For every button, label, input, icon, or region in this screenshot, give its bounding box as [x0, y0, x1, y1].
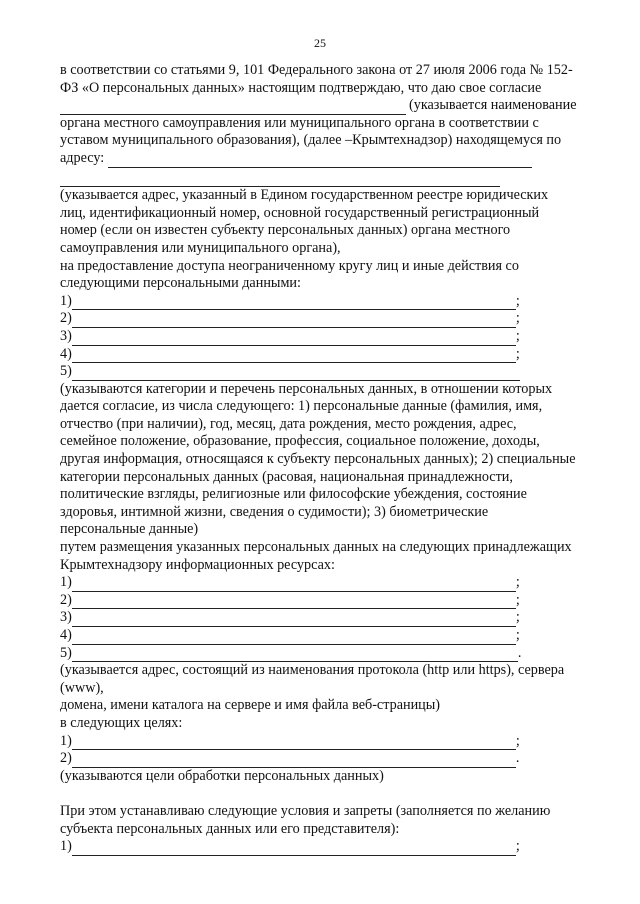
- personal-data-item: [60, 293, 608, 311]
- resource-blank[interactable]: [72, 595, 516, 609]
- address-note-3: номер (если он известен субъекту персональных данных) органа местного: [60, 222, 511, 239]
- item-number: 2): [60, 591, 72, 608]
- purpose-item: [60, 750, 608, 768]
- resource-blank[interactable]: [72, 613, 516, 627]
- resource-item: [60, 609, 608, 627]
- item-terminator: .: [515, 750, 520, 767]
- address-blank[interactable]: [108, 154, 532, 168]
- personal-data-blank[interactable]: [72, 314, 516, 328]
- categories-note-3: отчество (при наличии), год, месяц, дата рождения, место рождения, адрес,: [60, 415, 517, 432]
- item-number: 1): [60, 732, 72, 749]
- resource-note-3: домена, имени каталога на сервере и имя файла веб-страницы): [60, 697, 441, 714]
- condition-blank[interactable]: [72, 842, 516, 856]
- categories-note-7: политические взгляды, религиозные или философские убеждения, состояние: [60, 486, 527, 503]
- personal-data-item: [60, 310, 608, 328]
- item-terminator: ;: [515, 574, 520, 591]
- item-terminator: ;: [515, 838, 520, 855]
- purpose-blank[interactable]: [72, 736, 516, 750]
- item-terminator: ;: [515, 609, 520, 626]
- resource-note-1: (указывается адрес, состоящий из наименования протокола (http или https), сервера: [60, 662, 565, 679]
- address-row: [60, 150, 608, 168]
- org-line-2: уставом муниципального образования), (далее –Крымтехнадзор) находящемуся по: [60, 132, 562, 149]
- personal-data-blank[interactable]: [72, 332, 516, 346]
- categories-note-9: персональные данные): [60, 521, 199, 538]
- personal-data-item: [60, 328, 608, 346]
- item-terminator: ;: [515, 310, 520, 327]
- resource-blank[interactable]: [72, 578, 516, 592]
- spacer: [60, 785, 608, 803]
- address-note-4: самоуправления или муниципального органа),: [60, 239, 341, 256]
- categories-note-11: Крымтехнадзору информационных ресурсах:: [60, 556, 335, 573]
- page-number: 25: [314, 36, 326, 50]
- item-terminator: ;: [515, 732, 520, 749]
- address-second-row: [60, 175, 608, 187]
- resource-blank[interactable]: [72, 648, 518, 662]
- item-number: 4): [60, 345, 72, 362]
- item-number: 1): [60, 838, 72, 855]
- categories-note-8: здоровья, интимной жизни, сведения о судимости); 3) биометрические: [60, 503, 489, 520]
- categories-note-10: путем размещения указанных персональных данных на следующих принадлежащих: [60, 539, 572, 556]
- categories-note-4: семейное положение, образование, профессия, социальное положение, доходы,: [60, 433, 540, 450]
- item-number: 2): [60, 310, 72, 327]
- personal-data-blank[interactable]: [72, 349, 516, 363]
- conditions-line-1: При этом устанавливаю следующие условия и запреты (заполняется по желанию: [60, 802, 551, 819]
- item-number: 2): [60, 750, 72, 767]
- purpose-note: (указываются цели обработки персональных данных): [60, 767, 384, 784]
- item-number: 5): [60, 363, 72, 380]
- personal-data-item: [60, 346, 608, 364]
- org-name-row: [60, 97, 608, 115]
- categories-note-2: дается согласие, из числа следующего: 1) персональные данные (фамилия, имя,: [60, 398, 543, 415]
- categories-note-6: категории персональных данных (расовая, национальная принадлежности,: [60, 468, 513, 485]
- purpose-blank[interactable]: [72, 754, 516, 768]
- conditions-line-2: субъекта персональных данных или его представителя):: [60, 820, 400, 837]
- personal-data-blank[interactable]: [72, 296, 516, 310]
- org-line-1: органа местного самоуправления или муниципального органа в соответствии с: [60, 114, 539, 131]
- org-name-note: (указывается наименование: [409, 97, 577, 114]
- org-name-blank[interactable]: [60, 101, 406, 115]
- item-terminator: ;: [515, 327, 520, 344]
- item-terminator: ;: [515, 292, 520, 309]
- condition-item: [60, 838, 608, 856]
- item-terminator: ;: [515, 345, 520, 362]
- address-note-5: на предоставление доступа неограниченному кругу лиц и иные действия со: [60, 257, 519, 274]
- resource-note-2: (www),: [60, 679, 104, 696]
- item-terminator: ;: [515, 627, 520, 643]
- address-note-1: (указывается адрес, указанный в Едином государственном реестре юридических: [60, 187, 549, 204]
- resource-item: [60, 645, 608, 663]
- resource-blank[interactable]: [72, 631, 516, 645]
- resource-item: [60, 574, 608, 592]
- address-note-2: лиц, идентификационный номер, основной государственный регистрационный: [60, 204, 540, 221]
- intro-line-1: в соответствии со статьями 9, 101 Федерального закона от 27 июля 2006 года № 152-: [60, 62, 573, 78]
- item-number: 3): [60, 609, 72, 626]
- item-number: 1): [60, 292, 72, 309]
- categories-note-1: (указываются категории и перечень персональных данных, в отношении которых: [60, 380, 553, 397]
- consent-form-body: [60, 62, 608, 856]
- address-note-6: следующими персональными данными:: [60, 275, 301, 292]
- resource-item: [60, 627, 608, 645]
- resource-note-4: в следующих целях:: [60, 714, 183, 731]
- personal-data-blank[interactable]: [72, 367, 520, 381]
- resource-item: [60, 592, 608, 610]
- item-number: 1): [60, 574, 72, 591]
- item-number: 5): [60, 644, 72, 661]
- item-terminator: .: [517, 644, 522, 661]
- item-number: 3): [60, 327, 72, 344]
- item-number: 4): [60, 627, 72, 643]
- address-label: адресу:: [60, 149, 105, 166]
- purpose-item: [60, 733, 608, 751]
- item-terminator: ;: [515, 591, 520, 608]
- categories-note-5: другая информация, относящаяся к субъекту персональных данных); 2) специальные: [60, 451, 576, 468]
- personal-data-item: [60, 363, 608, 381]
- intro-line-2: ФЗ «О персональных данных» настоящим подтверждаю, что даю свое согласие: [60, 79, 542, 96]
